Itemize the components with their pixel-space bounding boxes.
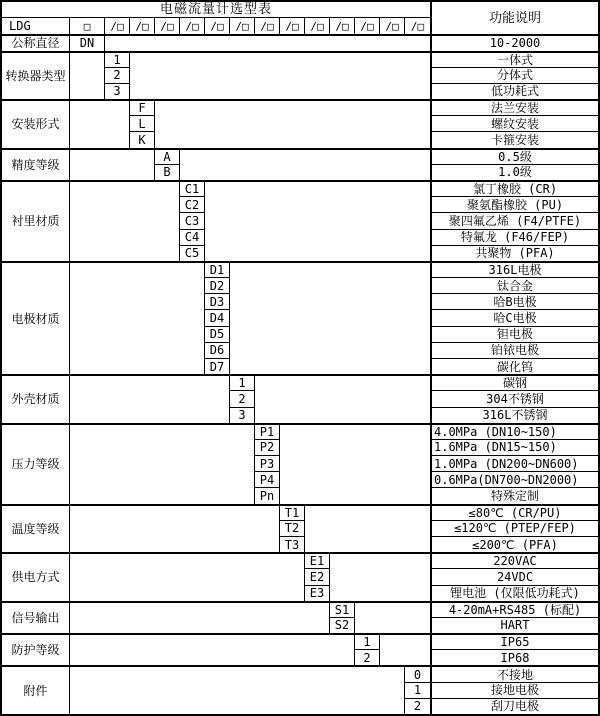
option-code: A xyxy=(155,148,180,164)
option-description: 钛合金 xyxy=(430,277,598,293)
option-code: 1 xyxy=(355,633,380,649)
option-description: 1.0MPa (DN200~DN600) xyxy=(430,455,598,471)
option-description: 钽电极 xyxy=(430,326,598,342)
option-code: T3 xyxy=(280,536,305,552)
option-code: C1 xyxy=(180,180,205,196)
option-description: 特殊定制 xyxy=(430,487,598,503)
category-post-space xyxy=(255,374,430,423)
option-description: 不接地 xyxy=(430,665,598,681)
category-label: 外壳材质 xyxy=(2,374,70,423)
option-description: 氯丁橡胶 (CR) xyxy=(430,180,598,196)
option-description: 螺纹安装 xyxy=(430,115,598,131)
option-code: D1 xyxy=(205,261,230,277)
option-description: IP68 xyxy=(430,649,598,665)
category-label: 温度等级 xyxy=(2,504,70,553)
option-code: E2 xyxy=(305,568,330,584)
model-code-slot: /□ xyxy=(255,18,280,34)
option-description: 碳钢 xyxy=(430,374,598,390)
option-description: 法兰安装 xyxy=(430,99,598,115)
option-description: 低功耗式 xyxy=(430,83,598,99)
option-code: D5 xyxy=(205,326,230,342)
category-pre-space xyxy=(70,51,105,100)
category-label: 防护等级 xyxy=(2,633,70,665)
model-code-slot: /□ xyxy=(305,18,330,34)
model-prefix-label: LDG xyxy=(2,18,70,34)
option-code: 2 xyxy=(230,390,255,406)
model-code-slot: /□ xyxy=(380,18,405,34)
option-code: E1 xyxy=(305,552,330,568)
diameter-empty-span xyxy=(105,34,430,50)
option-description: 316L电极 xyxy=(430,261,598,277)
option-code: C2 xyxy=(180,196,205,212)
option-code: C3 xyxy=(180,212,205,228)
option-description: 特氟龙 (F46/FEP) xyxy=(430,229,598,245)
category-pre-space xyxy=(70,665,405,714)
option-description: 碳化钨 xyxy=(430,358,598,374)
option-description: ≤200℃ (PFA) xyxy=(430,536,598,552)
category-pre-space xyxy=(70,633,355,665)
option-description: 接地电极 xyxy=(430,682,598,698)
option-description: 220VAC xyxy=(430,552,598,568)
option-description: 0.6MPa(DN700~DN2000) xyxy=(430,471,598,487)
option-description: 卡箍安装 xyxy=(430,131,598,147)
category-post-space xyxy=(155,99,430,148)
model-code-slot: /□ xyxy=(355,18,380,34)
category-post-space xyxy=(355,601,430,633)
option-code: E3 xyxy=(305,585,330,601)
model-code-slot: /□ xyxy=(105,18,130,34)
category-pre-space xyxy=(70,374,230,423)
model-code-slot: /□ xyxy=(205,18,230,34)
option-code: B xyxy=(155,164,180,180)
category-label: 供电方式 xyxy=(2,552,70,601)
model-code-slot: /□ xyxy=(330,18,355,34)
option-code: S1 xyxy=(330,601,355,617)
option-description: ≤120℃ (PTEP/FEP) xyxy=(430,520,598,536)
category-post-space xyxy=(130,51,430,100)
option-description: 分体式 xyxy=(430,67,598,83)
option-description: 1.0级 xyxy=(430,164,598,180)
option-description: 304不锈钢 xyxy=(430,390,598,406)
option-code: D3 xyxy=(205,293,230,309)
option-code: D4 xyxy=(205,309,230,325)
option-description: 铂铱电极 xyxy=(430,342,598,358)
category-pre-space xyxy=(70,601,330,633)
category-pre-space xyxy=(70,504,280,553)
category-label: 电极材质 xyxy=(2,261,70,374)
option-code: C4 xyxy=(180,229,205,245)
option-code: P4 xyxy=(255,471,280,487)
category-label: 信号输出 xyxy=(2,601,70,633)
option-description: 24VDC xyxy=(430,568,598,584)
diameter-description: 10-2000 xyxy=(430,34,598,50)
function-column-header: 功能说明 xyxy=(430,2,598,34)
option-description: 4.0MPa (DN10~150) xyxy=(430,423,598,439)
model-code-box: □ xyxy=(70,18,105,34)
category-label: 附件 xyxy=(2,665,70,714)
option-code: S2 xyxy=(330,617,355,633)
option-code: P2 xyxy=(255,439,280,455)
option-description: 锂电池 (仅限低功耗式) xyxy=(430,585,598,601)
category-label: 精度等级 xyxy=(2,148,70,180)
option-code: T1 xyxy=(280,504,305,520)
diameter-code: DN xyxy=(70,34,105,50)
category-post-space xyxy=(305,504,430,553)
category-pre-space xyxy=(70,552,305,601)
option-code: T2 xyxy=(280,520,305,536)
category-post-space xyxy=(380,633,430,665)
category-pre-space xyxy=(70,148,155,180)
category-pre-space xyxy=(70,99,130,148)
option-description: 刮刀电极 xyxy=(430,698,598,714)
option-description: 1.6MPa (DN15~150) xyxy=(430,439,598,455)
category-label: 衬里材质 xyxy=(2,180,70,261)
option-code: K xyxy=(130,131,155,147)
option-code: Pn xyxy=(255,487,280,503)
option-code: P3 xyxy=(255,455,280,471)
category-post-space xyxy=(230,261,430,374)
option-description: HART xyxy=(430,617,598,633)
option-code: 3 xyxy=(230,407,255,423)
option-description: 聚四氟乙烯 (F4/PTFE) xyxy=(430,212,598,228)
option-code: 2 xyxy=(105,67,130,83)
model-code-slot: /□ xyxy=(130,18,155,34)
category-pre-space xyxy=(70,423,255,504)
option-code: L xyxy=(130,115,155,131)
model-code-slot: /□ xyxy=(155,18,180,34)
option-code: D7 xyxy=(205,358,230,374)
option-code: D6 xyxy=(205,342,230,358)
option-code: 1 xyxy=(405,682,430,698)
category-post-space xyxy=(180,148,430,180)
option-description: ≤80℃ (CR/PU) xyxy=(430,504,598,520)
option-description: 4-20mA+RS485 (标配) xyxy=(430,601,598,617)
diameter-row-label: 公称直径 xyxy=(2,34,70,50)
option-code: P1 xyxy=(255,423,280,439)
option-code: 1 xyxy=(230,374,255,390)
model-code-slot: /□ xyxy=(410,19,425,33)
category-pre-space xyxy=(70,180,180,261)
category-post-space xyxy=(330,552,430,601)
option-code: C5 xyxy=(180,245,205,261)
option-description: IP65 xyxy=(430,633,598,649)
option-code: 0 xyxy=(405,665,430,681)
option-code: 3 xyxy=(105,83,130,99)
option-description: 共聚物 (PFA) xyxy=(430,245,598,261)
category-label: 安装形式 xyxy=(2,99,70,148)
option-description: 哈C电极 xyxy=(430,309,598,325)
option-description: 一体式 xyxy=(430,51,598,67)
model-code-slot: /□ xyxy=(230,18,255,34)
option-code: D2 xyxy=(205,277,230,293)
option-code: 2 xyxy=(355,649,380,665)
category-label: 转换器类型 xyxy=(2,51,70,100)
category-label: 压力等级 xyxy=(2,423,70,504)
option-description: 0.5级 xyxy=(430,148,598,164)
table-title: 电磁流量计选型表 xyxy=(2,2,430,18)
category-pre-space xyxy=(70,261,205,374)
option-description: 哈B电极 xyxy=(430,293,598,309)
option-description: 316L不锈钢 xyxy=(430,407,598,423)
option-code: 2 xyxy=(405,698,430,714)
model-code-slot: /□ xyxy=(180,18,205,34)
category-post-space xyxy=(280,423,430,504)
model-code-slot: /□ xyxy=(280,18,305,34)
option-code: F xyxy=(130,99,155,115)
option-description: 聚氨酯橡胶 (PU) xyxy=(430,196,598,212)
category-post-space xyxy=(205,180,430,261)
option-code: 1 xyxy=(105,51,130,67)
